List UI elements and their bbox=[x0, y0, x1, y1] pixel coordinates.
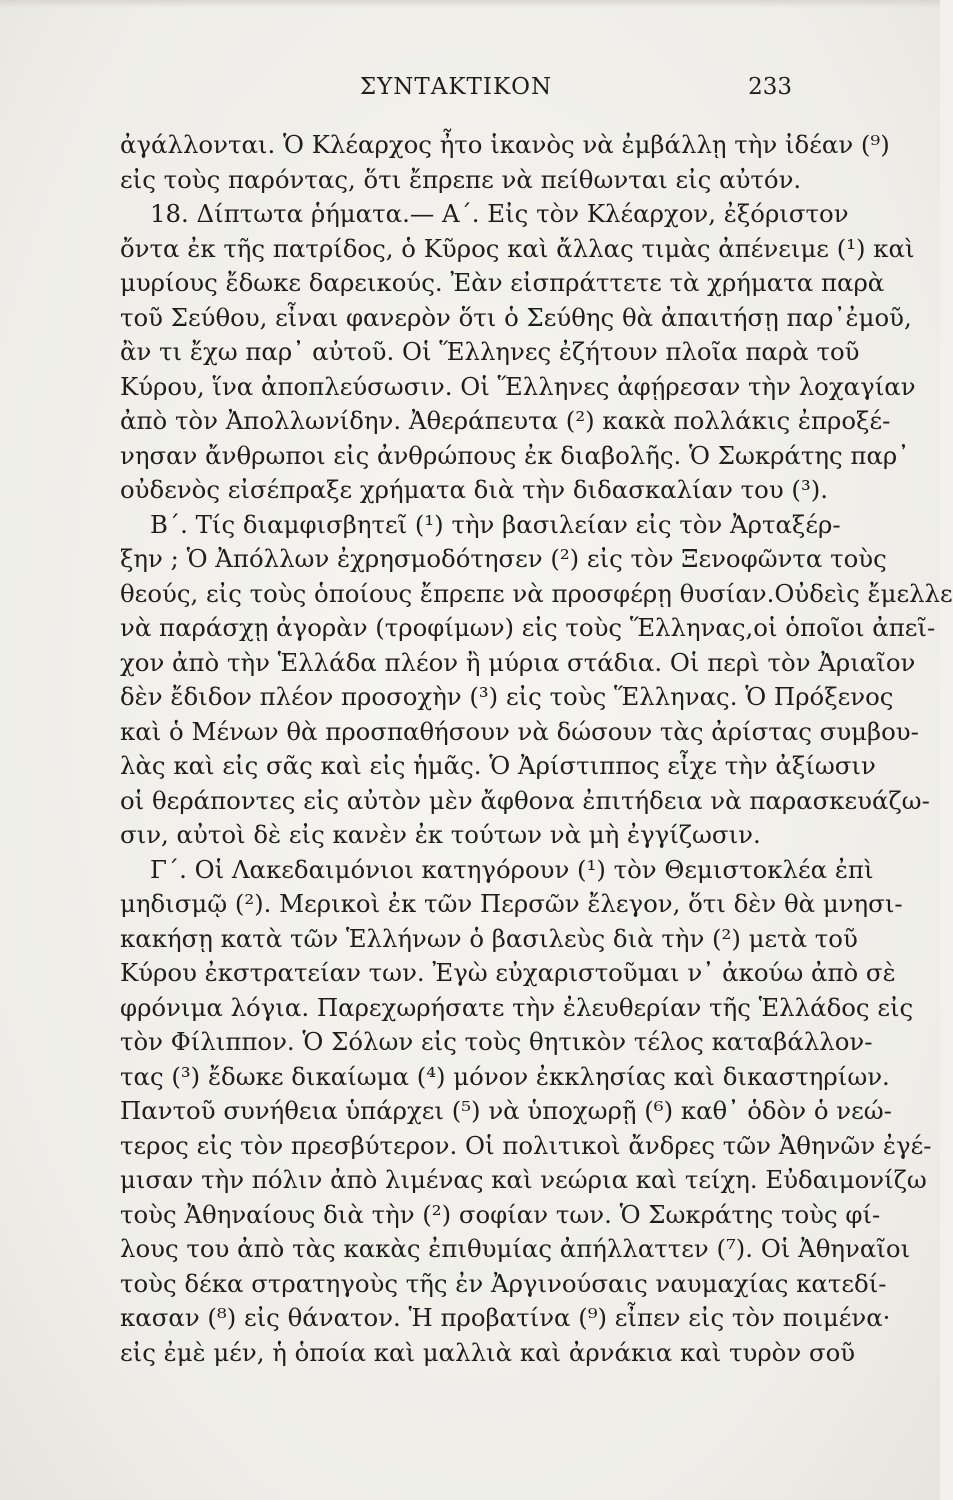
page-number: 233 bbox=[748, 74, 792, 100]
text-line: ξην ; Ὁ Ἀπόλλων ἐχρησμοδότησεν (²) εἰς τὸν Ξενοφῶντα τοὺς bbox=[120, 544, 887, 573]
text-line: ἀγάλλονται. Ὁ Κλέαρχος ἦτο ἱκανὸς νὰ ἐμβάλλῃ τὴν ἰδέαν (⁹) bbox=[120, 130, 890, 159]
text-line: οὐδενὸς εἰσέπραξε χρήματα διὰ τὴν διδασκαλίαν του (³). bbox=[120, 475, 828, 504]
text-line: καὶ ὁ Μένων θὰ προσπαθήσουν νὰ δώσουν τὰς ἀρίστας συμβου- bbox=[120, 716, 919, 746]
text-line: κασαν (⁸) εἰς θάνατον. Ἡ προβατίνα (⁹) εἶπεν εἰς τὸν ποιμένα· bbox=[120, 1303, 891, 1332]
text-line: ἀπὸ τὸν Ἀπολλωνίδην. Ἀθεράπευτα (²) κακὰ πολλάκις ἐπροξέ- bbox=[120, 406, 891, 435]
text-line: Παντοῦ συνήθεια ὑπάρχει (⁵) νὰ ὑποχωρῇ (⁶) καθ᾽ ὁδὸν ὁ νεώ- bbox=[120, 1096, 892, 1125]
text-line: σιν, αὐτοὶ δὲ εἰς κανὲν ἐκ τούτων νὰ μὴ ἐγγίζωσιν. bbox=[120, 820, 761, 849]
text-line: εἰς τοὺς παρόντας, ὅτι ἔπρεπε νὰ πείθωνται εἰς αὐτόν. bbox=[120, 164, 802, 194]
section-heading-line: 18. Δίπτωτα ῥήματα.— Α΄. Εἰς τὸν Κλέαρχον, ἐξόριστον bbox=[150, 199, 849, 228]
text-line: φρόνιμα λόγια. Παρεχωρήσατε τὴν ἐλευθερίαν τῆς Ἑλλάδος εἰς bbox=[120, 992, 914, 1022]
text-line: νὰ παράσχῃ ἀγορὰν (τροφίμων) εἰς τοὺς Ἕλληνας,οἱ ὁποῖοι ἀπεῖ- bbox=[120, 613, 936, 642]
text-body bbox=[120, 128, 953, 1370]
text-line: τας (³) ἔδωκε δικαίωμα (⁴) μόνον ἐκκλησίας καὶ δικαστηρίων. bbox=[120, 1061, 890, 1091]
text-line: λους του ἀπὸ τὰς κακὰς ἐπιθυμίας ἀπήλλαττεν (⁷). Οἱ Ἀθηναῖοι bbox=[120, 1234, 911, 1263]
text-line: θεούς, εἰς τοὺς ὁποίους ἔπρεπε νὰ προσφέρῃ θυσίαν.Οὐδεὶς ἔμελλε bbox=[120, 578, 953, 608]
text-line: ἂν τι ἔχω παρ᾽ αὐτοῦ. Οἱ Ἕλληνες ἐζήτουν πλοῖα παρὰ τοῦ bbox=[120, 337, 860, 366]
text-line: εἰς ἐμὲ μέν, ἡ ὁποία καὶ μαλλιὰ καὶ ἀρνάκια καὶ τυρὸν σοῦ bbox=[120, 1337, 856, 1367]
text-line: οἱ θεράποντες εἰς αὐτὸν μὲν ἄφθονα ἐπιτήδεια νὰ παρασκευάζω- bbox=[120, 785, 930, 815]
running-title: ΣΥΝΤΑΚΤΙΚΟΝ bbox=[359, 74, 553, 100]
text-line: μυρίους ἔδωκε δαρεικούς. Ἐὰν εἰσπράττετε τὰ χρήματα παρὰ bbox=[120, 268, 885, 297]
text-line: Κύρου, ἵνα ἀποπλεύσωσιν. Οἱ Ἕλληνες ἀφῄρεσαν τὴν λοχαγίαν bbox=[120, 371, 916, 401]
text-line: δὲν ἔδιδον πλέον προσοχὴν (³) εἰς τοὺς Ἕλληνας. Ὁ Πρόξενος bbox=[120, 682, 894, 711]
text-line: κακήσῃ κατὰ τῶν Ἑλλήνων ὁ βασιλεὺς διὰ τὴν (²) μετὰ τοῦ bbox=[120, 923, 858, 953]
text-line: τερος εἰς τὸν πρεσβύτερον. Οἱ πολιτικοὶ ἄνδρες τῶν Ἀθηνῶν ἐγέ- bbox=[120, 1130, 932, 1160]
paragraph-start-line: Β΄. Τίς διαμφισβητεῖ (¹) τὴν βασιλείαν εἰς τὸν Ἀρταξέρ- bbox=[150, 509, 841, 539]
text-line: τὸν Φίλιππον. Ὁ Σόλων εἰς τοὺς θητικὸν τέλος καταβάλλον- bbox=[120, 1027, 873, 1056]
text-line: τοῦ Σεύθου, εἶναι φανερὸν ὅτι ὁ Σεύθης θὰ ἀπαιτήσῃ παρ᾽ἐμοῦ, bbox=[120, 302, 912, 332]
text-line: τοὺς δέκα στρατηγοὺς τῆς ἐν Ἀργινούσαις ναυμαχίας κατεδί- bbox=[120, 1268, 887, 1298]
text-line: λὰς καὶ εἰς σᾶς καὶ εἰς ἡμᾶς. Ὁ Ἀρίστιππος εἶχε τὴν ἀξίωσιν bbox=[120, 751, 876, 780]
paragraph-start-line: Γ΄. Οἱ Λακεδαιμόνιοι κατηγόρουν (¹) τὸν Θεμιστοκλέα ἐπὶ bbox=[150, 854, 874, 884]
text-line: μηδισμῷ (²). Μερικοὶ ἐκ τῶν Περσῶν ἔλεγον, ὅτι δὲν θὰ μνησι- bbox=[120, 889, 903, 918]
text-line: τοὺς Ἀθηναίους διὰ τὴν (²) σοφίαν των. Ὁ Σωκράτης τοὺς φί- bbox=[120, 1199, 881, 1229]
page-header bbox=[120, 74, 792, 110]
text-line: νησαν ἄνθρωποι εἰς ἀνθρώπους ἐκ διαβολῆς. Ὁ Σωκράτης παρ᾽ bbox=[120, 440, 910, 470]
text-line: ὄντα ἐκ τῆς πατρίδος, ὁ Κῦρος καὶ ἄλλας τιμὰς ἀπένειμε (¹) καὶ bbox=[120, 233, 915, 263]
page-edge-shadow bbox=[0, 0, 940, 8]
text-line: Κύρου ἐκστρατείαν των. Ἐγὼ εὐχαριστοῦμαι ν᾽ ἀκούω ἀπὸ σὲ bbox=[120, 958, 896, 987]
text-line: χον ἀπὸ τὴν Ἑλλάδα πλέον ἢ μύρια στάδια. Οἱ περὶ τὸν Ἀριαῖον bbox=[120, 647, 916, 677]
text-line: μισαν τὴν πόλιν ἀπὸ λιμένας καὶ νεώρια καὶ τείχη. Εὐδαιμονίζω bbox=[120, 1165, 927, 1194]
